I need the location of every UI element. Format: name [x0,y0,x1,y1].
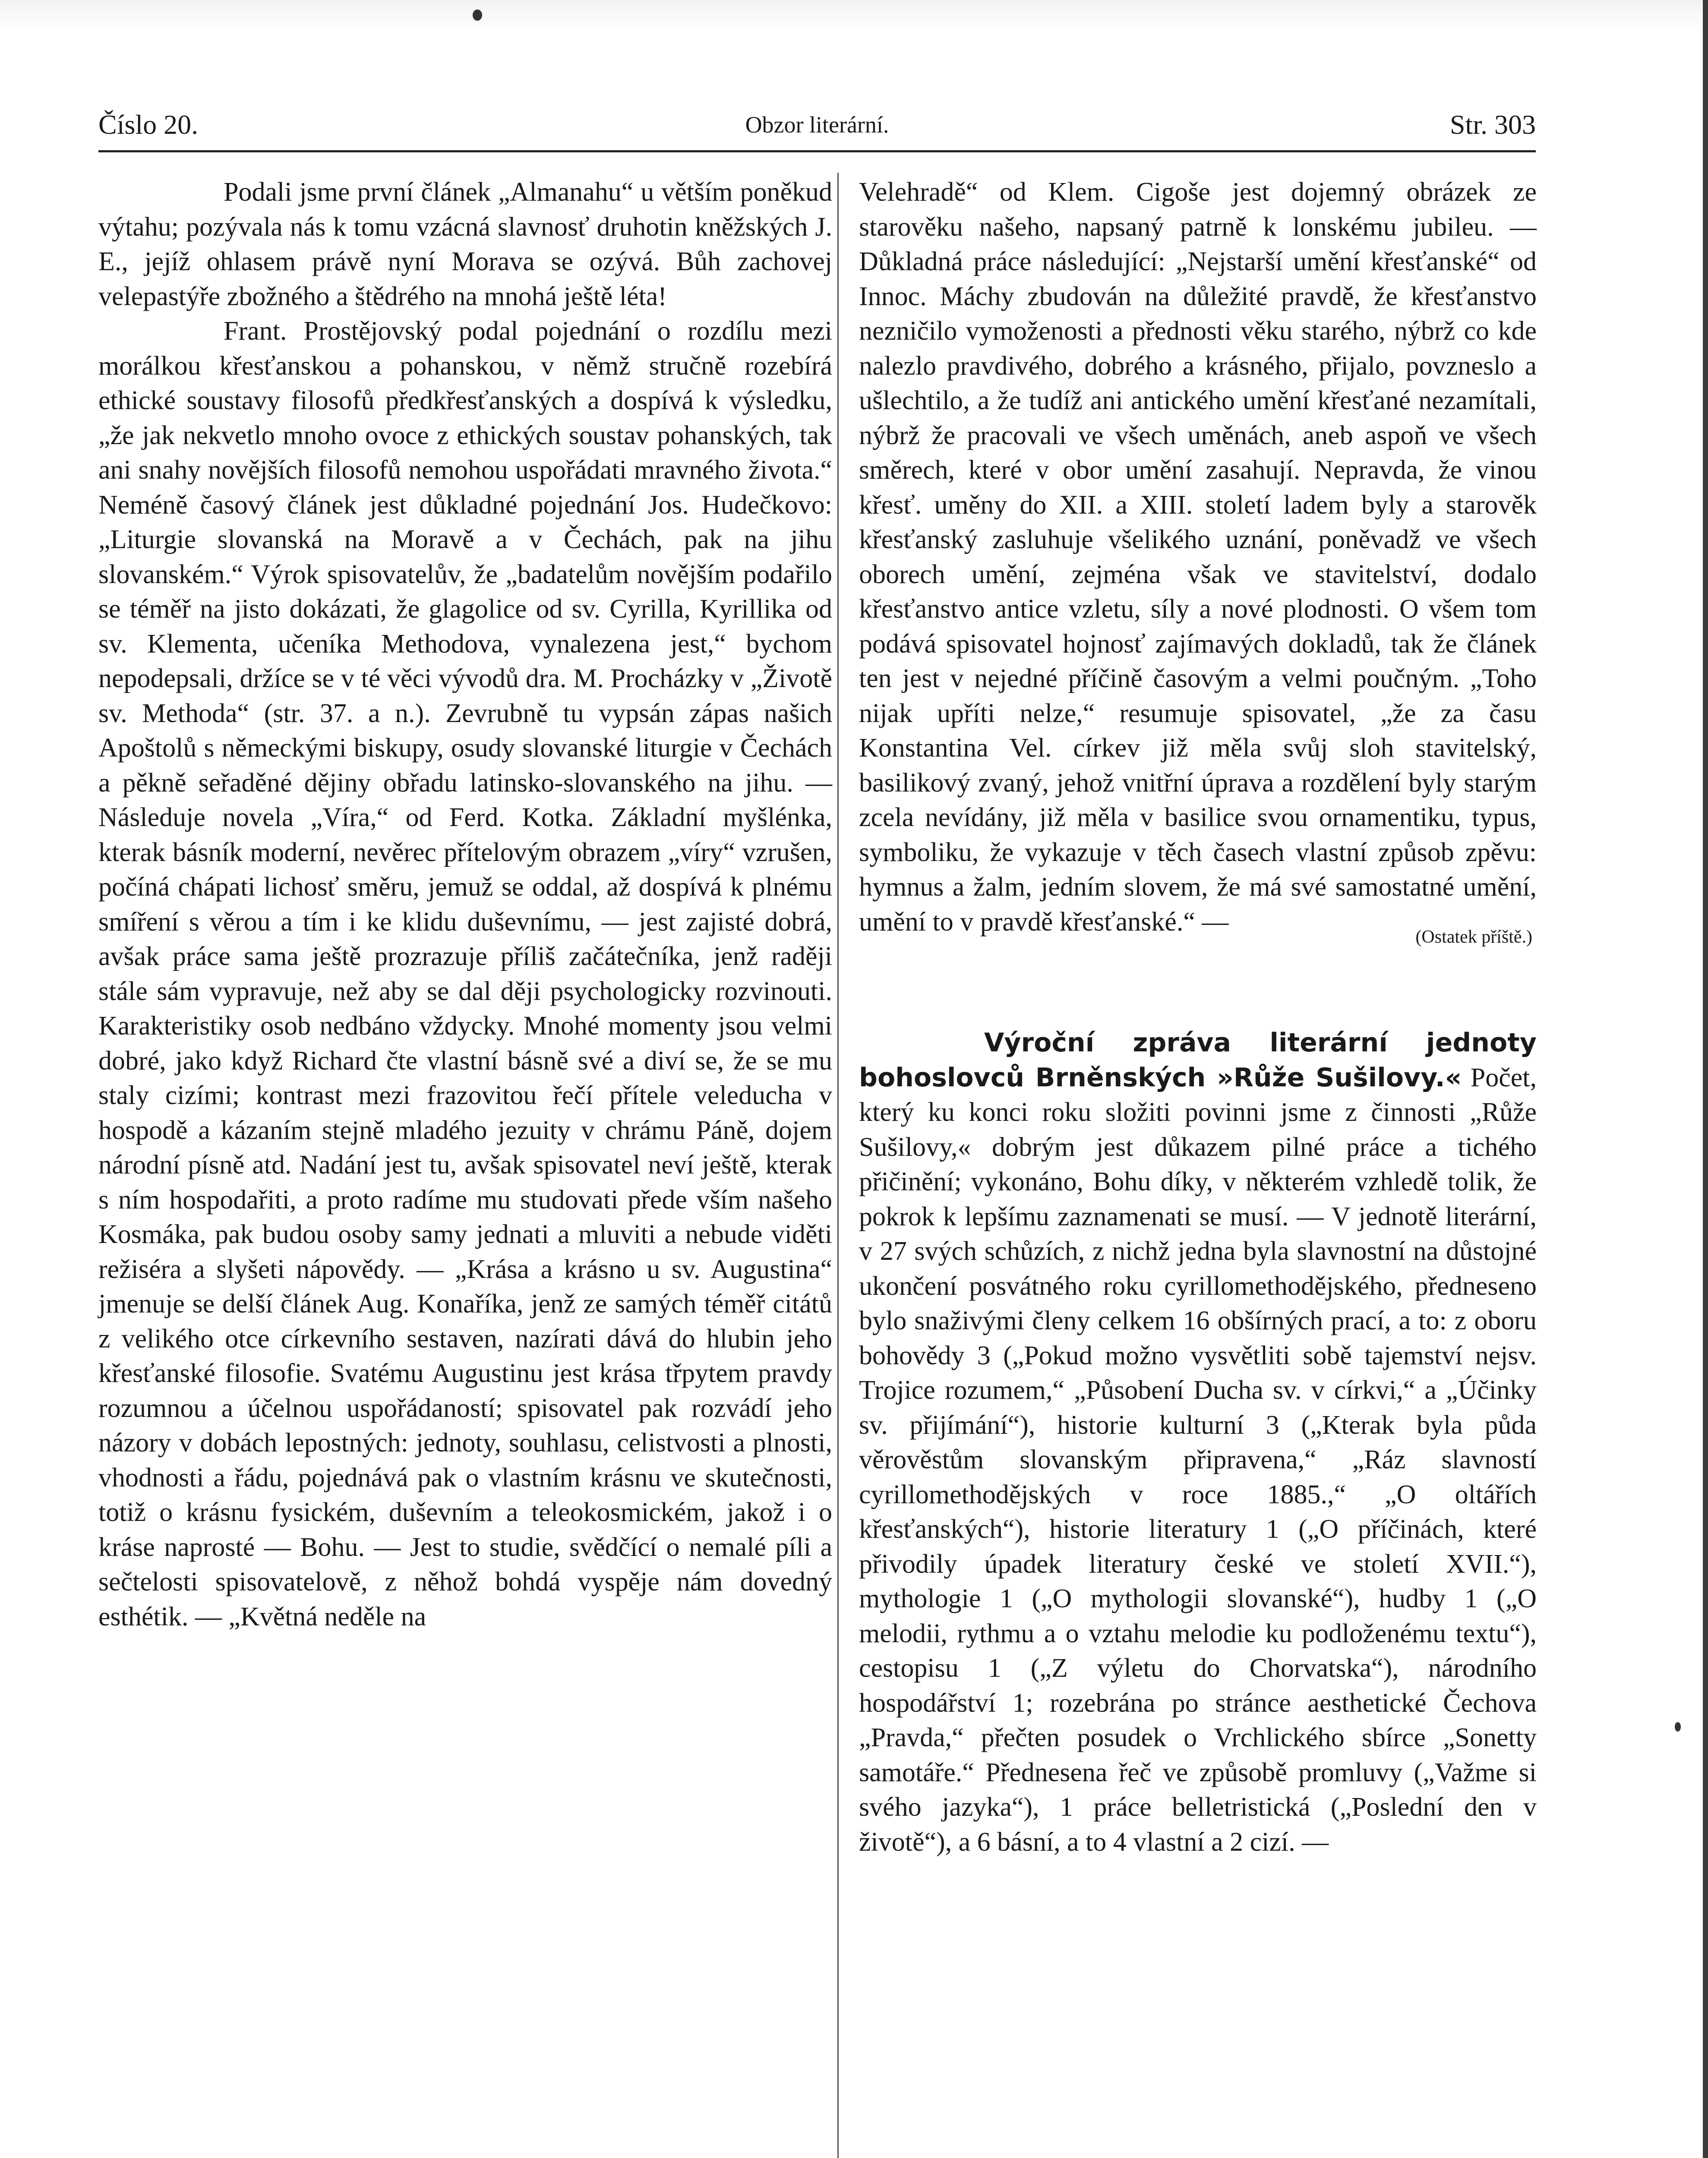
right-column [859,175,1537,1859]
journal-title: Obzor literární. [745,112,889,138]
paragraph-continuation: Velehradě“ od Klem. Cigoše jest dojemný obrázek ze starověku našeho, napsaný patrně k lonskému jubileu. — Důkladná práce následující: „Nejstarší umění křesťanské“ od Innoc. Máchy zbudován na důležité pravdě, že křesťanstvo nezničilo vymoženosti a přednosti věku starého, nýbrž co kde nalezlo pravdivého, dobrého a krásného, přijalo, povzneslo a ušlechtilo, a že tudíž ani antického umění křesťané nezamítali, nýbrž že pracovali ve všech uměnách, aneb aspoň ve všech směrech, které v obor umění zasahují. Nepravda, že vinou křesť. uměny do XII. a XIII. století ladem byly a starověk křesťanský zasluhuje všelikého uznání, poněvadž ve všech oborech umění, zejména však ve stavitelství, dodalo křesťanstvo antice vzletu, síly a nové plodnosti. O všem tom podává spisovatel hojnosť zajímavých dokladů, tak že článek ten jest v nejedné příčině časovým a velmi poučným. „Toho nijak upříti nelze,“ resumuje spisovatel, „že za času Konstantina Vel. církev již měla svůj sloh stavitelský, basilikový zvaný, jehož vnitřní úprava a rozdělení byly starým zcela nevídány, již měla v basilice svou ornamentiku, typus, symboliku, že vykazuje v těch časech vlastní způsob zpěvu: hymnus a žalm, jedním slovem, že má své samostatné umění, umění to v pravdě křesťanské.“ — [859,177,1537,937]
annual-report-paragraph [859,1025,1537,1859]
ink-speck [1675,1722,1681,1732]
section-gap [859,952,1537,1025]
scan-shadow-top [0,0,1708,30]
header-rule [98,150,1536,152]
report-body: Počet, který ku konci roku složiti povinni jsme z činnosti „Růže Sušilovy,« dobrým jest důkazem pilné práce a tichého přičinění; vykonáno, Bohu díky, v některém vzhledě tolik, že pokrok k lepšímu zaznamenati se musí. — V jednotě literární, v 27 svých schůzích, z nichž jedna byla slavnostní na důstojné ukončení posvátného roku cyrillomethodějského, předneseno bylo snaživými členy celkem 16 obšírných prací, a to: z oboru bohovědy 3 („Pokud možno vysvětliti sobě tajemství nejsv. Trojice rozumem,“ „Působení Ducha sv. v církvi,“ a „Účinky sv. přijímání“), historie kulturní 3 („Kterak byla půda věrověstům slovanským připravena,“ „Ráz slavností cyrillomethodějských v roce 1885.,“ „O oltářích křesťanských“), historie literatury 1 („O příčinách, které přivodily úpadek literatury české ve století XVII.“), mythologie 1 („O mythologii slovanské“), hudby 1 („O melodii, rythmu a o vztahu melodie ku podloženému textu“), cestopisu 1 („Z výletu do Chorvatska“), národního hospodářství 1; rozebrána po stránce aesthetické Čechova „Pravda,“ přečten posudek o Vrchlického sbírce „Sonetty samotáře.“ Přednesena řeč ve způsobě promluvy („Važme si svého jazyka“), 1 práce belletristická („Poslední den v životě“), a 6 básní, a to 4 vlastní a 2 cizí. — [859,1063,1537,1857]
paragraph-review: Frant. Prostějovský podal pojednání o rozdílu mezi morálkou křesťanskou a pohanskou, v němž stručně rozebírá ethické soustavy filosofů předkřesťanských a dospívá k výsledku, „že jak nekvetlo mnoho ovoce z ethických soustav pohanských, tak ani snahy novějších filosofů nemohou uspořádati mravného života.“ Neméně časový článek jest důkladné pojednání Jos. Hudečkovo: „Liturgie slovanská na Moravě a v Čechách, pak na jihu slovanském.“ Výrok spisovatelův, že „badatelům novějším podařilo se téměř na jisto dokázati, že glagolice od sv. Cyrilla, Kyrillika od sv. Klementa, učeníka Methodova, vynalezena jest,“ bychom nepodepsali, držíce se v té věci vývodů dra. M. Procházky v „Životě sv. Methoda“ (str. 37. a n.). Zevrubně tu vypsán zápas našich Apoštolů s německými biskupy, osudy slovanské liturgie v Čechách a pěkně seřaděné dějiny obřadu latinsko-slovanského na jihu. — Následuje novela „Víra,“ od Ferd. Kotka. Základní myšlénka, kterak básník moderní, nevěrec přítelovým obrazem „víry“ vzrušen, počíná chápati lichosť směru, jemuž se oddal, až dospívá k plnému smíření s věrou a tím i ke klidu duševnímu, — jest zajisté dobrá, avšak práce sama ještě prozrazuje příliš začátečníka, jenž raději stále sám vypravuje, než aby se dal ději psychologicky rozvinouti. Karakteristiky osob nedbáno vždycky. Mnohé momenty jsou velmi dobré, jako když Richard čte vlastní básně své a diví se, že se mu staly cizími; kontrast mezi frazovitou řečí přítele veleducha v hospodě a kázaním stejně mladého jezuity v chrámu Páně, dojem národní písně atd. Nadání jest tu, avšak spisovatel neví ještě, kterak s ním hospodařiti, a proto radíme mu studovati přede vším našeho Kosmáka, pak budou osoby samy jednati a mluviti a nebude viděti režiséra a slyšeti nápovědy. — „Krása a krásno u sv. Augustina“ jmenuje se delší článek Aug. Konaříka, jenž ze samých téměř citátů z velikého otce církevního sestaven, nazírati dává do hlubin jeho křesťanské filosofie. Svatému Augustinu jest krása třpytem pravdy rozumnou a účelnou uspořádaností; spisovatel pak rozvádí jeho názory v dobách lepostných: jednoty, souhlasu, celistvosti a plnosti, vhodnosti a řádu, pojednává pak o vlastním krásnu ve skutečnosti, totiž o krásnu fysickém, duševním a teleokosmickém, jakož i o kráse naprosté — Bohu. — Jest to studie, svědčící o nemalé píli a sečtelosti spisovatelově, z něhož bohdá vyspěje nám dovedný esthétik. — „Květná neděle na [98,316,832,1631]
running-header [98,105,1536,148]
page-number: Str. 303 [1449,109,1536,140]
to-be-continued-note: (Ostatek příště.) [1415,927,1532,947]
paragraph-almanah: Podali jsme první článek „Almanahu“ u větším poněkud výtahu; pozývala nás k tomu vzácná slavnosť druhotin kněžských J. E., jejíž ohlasem právě nyní Morava se ozývá. Bůh zachovej velepastýře zbožného a štědrého na mnohá ještě léta! [98,177,832,311]
report-heading: Výroční zpráva literární jednoty bohoslovců Brněnských »Růže Sušilovy.« [859,1028,1537,1093]
scan-border-right [1703,0,1708,2158]
column-divider [837,173,839,2158]
left-column [98,175,832,1634]
issue-number: Číslo 20. [98,109,199,140]
ink-speck [473,9,482,21]
